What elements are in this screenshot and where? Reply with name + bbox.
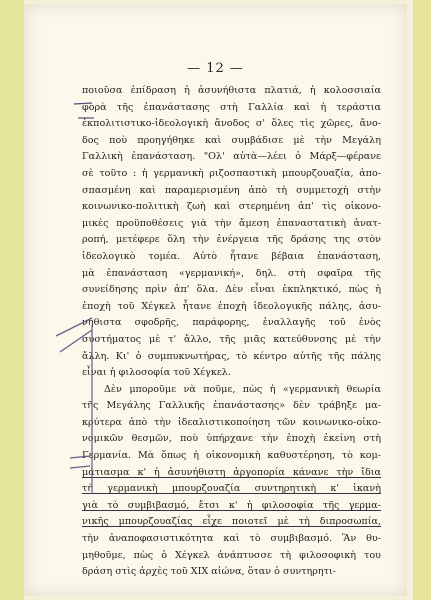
underlined-text-line: νικῆς μπουρζουαζίας εἶχε ποιοτεῖ μὲ τὴ διπροσωπία,	[82, 516, 381, 528]
underlined-text-line: τὴ γερμανικὴ μπουρζουαζία συντηρητικὴ κ' ἱκανὴ	[82, 483, 381, 495]
text-line: Γαλλικὴ ἐπανάσταση. "Ολ' αὐτὰ—λέει ὁ Μάρξ—φέρανε	[82, 151, 381, 163]
underlined-text-line: γιὰ τὸ συμβιβασμό, ἔτσι κ' ἡ φιλοσοφία τῆς γερμα-	[82, 499, 381, 511]
text-line: τῆς Μεγάλης Γαλλικῆς ἐπανάστασης» δὲν τράβηξε μα-	[82, 400, 381, 412]
text-line: μὰ ἐπανάσταση «γερμανική», δηλ. στὴ σφαῖρα τῆς	[82, 267, 381, 279]
text-line: νήθιστα σφοδρῆς, παράφορης, ἐναλλαγῆς τοῦ ἑνὸς	[82, 317, 381, 329]
text-line: κοινωνικο-πολιτικὴ ζωὴ καὶ στερημένη ἀπ' τὶς οἰκονο-	[82, 201, 381, 213]
text-line: Δὲν μποροῦμε νὰ ποῦμε, πὼς ἡ «γερμανικὴ θεωρία	[104, 383, 381, 395]
page-number: — 12 —	[187, 61, 244, 76]
text-line: δος ποὺ προηγήθηκε καὶ συμβάδισε μὲ τὴν Μεγάλη	[82, 134, 381, 146]
text-line: ἐκπολιτιστικο-ἰδεολογικὴ ἄνοδος σ' ὅλες τὶς χῶρες, ἄνο-	[82, 118, 381, 130]
text-line: ἰδεολογικὸ τομέα. Αὐτὸ ἦτανε βέβαια ἐπανάσταση,	[82, 250, 381, 262]
text-line: μικὲς προϋποθέσεις γιὰ τὴν ἄμεση ἐπαναστατικὴ ἀνατ-	[82, 217, 381, 229]
text-line: ποιοῦσα ἐπίδραση ἡ ἀσυνήθιστα πλατιά, ἡ κολοσσιαία	[82, 85, 381, 96]
text-line: ἄλλη. Κι' ὁ συμπυκνωτήρας, τὸ κέντρο αὐτῆς τῆς πάλης	[82, 350, 381, 362]
text-line: εἶναι ἡ φιλοσοφία τοῦ Χέγκελ.	[82, 367, 231, 379]
text-line: Γερμανία. Μὰ ὅπως ἡ οἰκονομικὴ καθυστέρηση, τὸ κομ-	[82, 450, 381, 462]
text-line: μηθοῦμε, πὼς ὁ Χέγκελ ἀνάπτυσσε τὴ φιλοσοφικὴ του	[82, 549, 381, 561]
left-background-strip	[0, 0, 24, 600]
text-line: σπασμένη καὶ παραμερισμένη ἀπὸ τὴ συμμετοχὴ στὴν	[82, 184, 381, 196]
body-text	[82, 83, 381, 581]
underlined-text-line: μάτιασμα κ' ἡ ἀσυνήθιστη ἀργοπορία κάνανε τὴν ἴδια	[82, 466, 381, 478]
text-line: κρύτερα ἀπὸ τὴν ἰδεαλιστικοποίηση τῶν κοινωνικο-οἰκο-	[82, 416, 381, 428]
text-line: συνείδησης πρὶν ἀπ' ὅλα. Δὲν εἶναι ἐκπληκτικό, πὼς ἡ	[82, 284, 381, 296]
text-line: τὴν ἀναποφασιστικότητα καὶ τὸ συμβιβασμό. Ἂν θυ-	[82, 533, 381, 545]
page-edge	[407, 0, 413, 600]
text-line: συστήματος μὲ τ' ἄλλο, τῆς μιᾶς κατεύθυνσης μὲ τὴν	[82, 333, 381, 345]
text-line: ἐποχὴ τοῦ Χέγκελ ἦτανε ἐποχὴ ἰδεολογικῆς πάλης, ἀσυ-	[82, 300, 381, 312]
text-line: νομικῶν θεσμῶν, ποὺ ὑπήρχανε τὴν ἐποχὴ ἐκείνη στὴ	[82, 433, 381, 445]
text-line: σὲ τοῦτο : ἡ γερμανικὴ ριζοσπαστικὴ μπουρζουαζία, ἀπο-	[82, 167, 381, 179]
text-line: δράση στὶς ἀρχὲς τοῦ XIX αἰώνα, ὅταν ὁ συντηρητι-	[82, 566, 336, 578]
text-line: φορὰ τῆς ἐπανάστασης στὴ Γαλλία καὶ ἡ τεράστια	[82, 101, 381, 113]
text-line: ροπή, μετέφερε ὅλη τὴν ἐνέργεια τῆς δράσης της στὸν	[82, 234, 381, 246]
